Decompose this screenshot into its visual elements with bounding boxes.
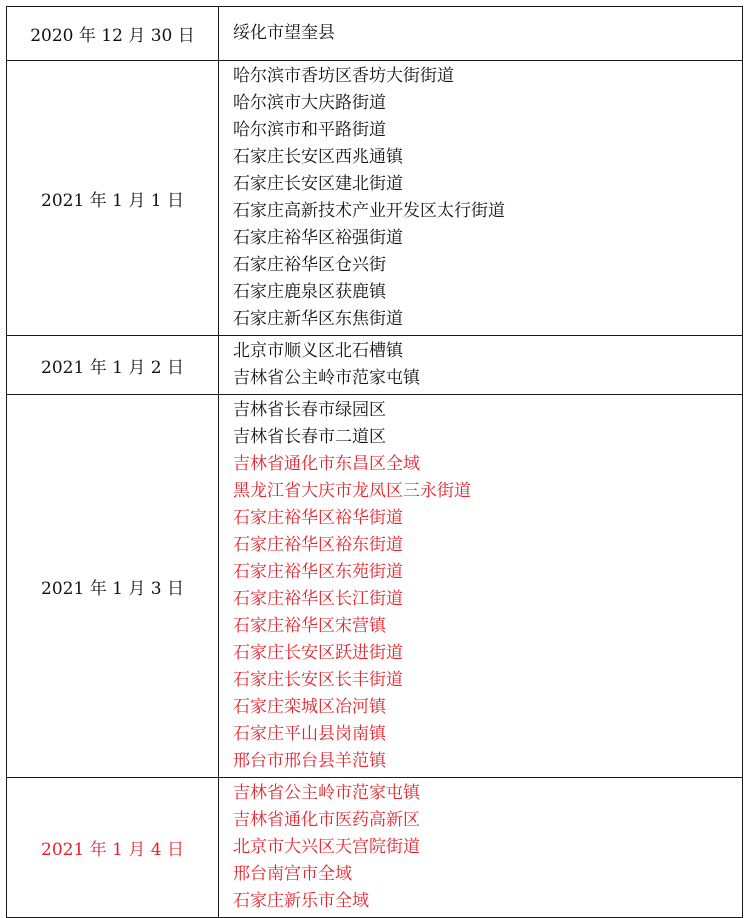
table-row	[7, 61, 743, 336]
place-item: 吉林省通化市医药高新区	[233, 810, 420, 830]
table-row	[7, 7, 743, 61]
place-item: 石家庄裕华区宋营镇	[233, 616, 386, 636]
places-cell	[219, 395, 743, 778]
place-item: 石家庄长安区西兆通镇	[233, 147, 403, 167]
places-cell	[219, 336, 743, 395]
table-body	[7, 7, 743, 918]
place-item: 邢台南宫市全域	[233, 864, 352, 884]
place-item: 石家庄裕华区裕华街道	[233, 508, 403, 528]
places-cell	[219, 61, 743, 336]
table-row	[7, 778, 743, 918]
place-item: 石家庄新华区东焦街道	[233, 309, 403, 329]
place-item: 哈尔滨市香坊区香坊大街街道	[233, 66, 454, 86]
place-item: 石家庄裕华区裕强街道	[233, 228, 403, 248]
place-item: 绥化市望奎县	[233, 23, 335, 43]
date-cell: 2021 年 1 月 1 日	[7, 61, 219, 336]
date-cell: 2021 年 1 月 3 日	[7, 395, 219, 778]
place-item: 石家庄栾城区冶河镇	[233, 697, 386, 717]
table-row	[7, 336, 743, 395]
place-item: 石家庄裕华区长江街道	[233, 589, 403, 609]
place-item: 石家庄高新技术产业开发区太行街道	[233, 201, 505, 221]
place-item: 哈尔滨市大庆路街道	[233, 93, 386, 113]
date-cell: 2020 年 12 月 30 日	[7, 7, 219, 61]
place-item: 黑龙江省大庆市龙凤区三永街道	[233, 481, 471, 501]
place-item: 吉林省公主岭市范家屯镇	[233, 783, 420, 803]
place-item: 吉林省通化市东昌区全域	[233, 454, 420, 474]
places-cell	[219, 7, 743, 61]
place-item: 石家庄裕华区仓兴街	[233, 255, 386, 275]
place-item: 石家庄平山县岗南镇	[233, 724, 386, 744]
place-item: 石家庄鹿泉区获鹿镇	[233, 282, 386, 302]
date-cell: 2021 年 1 月 4 日	[7, 778, 219, 918]
place-item: 石家庄长安区跃进街道	[233, 643, 403, 663]
place-item: 石家庄裕华区裕东街道	[233, 535, 403, 555]
place-item: 北京市大兴区天宫院街道	[233, 837, 420, 857]
table-row	[7, 395, 743, 778]
place-item: 石家庄裕华区东苑街道	[233, 562, 403, 582]
place-item: 邢台市邢台县羊范镇	[233, 751, 386, 771]
place-item: 北京市顺义区北石槽镇	[233, 341, 403, 361]
place-item: 吉林省公主岭市范家屯镇	[233, 368, 420, 388]
places-cell	[219, 778, 743, 918]
place-item: 哈尔滨市和平路街道	[233, 120, 386, 140]
date-cell: 2021 年 1 月 2 日	[7, 336, 219, 395]
place-item: 石家庄新乐市全域	[233, 891, 369, 911]
place-item: 吉林省长春市绿园区	[233, 400, 386, 420]
place-item: 石家庄长安区长丰街道	[233, 670, 403, 690]
risk-area-table	[6, 6, 743, 918]
place-item: 吉林省长春市二道区	[233, 427, 386, 447]
place-item: 石家庄长安区建北街道	[233, 174, 403, 194]
